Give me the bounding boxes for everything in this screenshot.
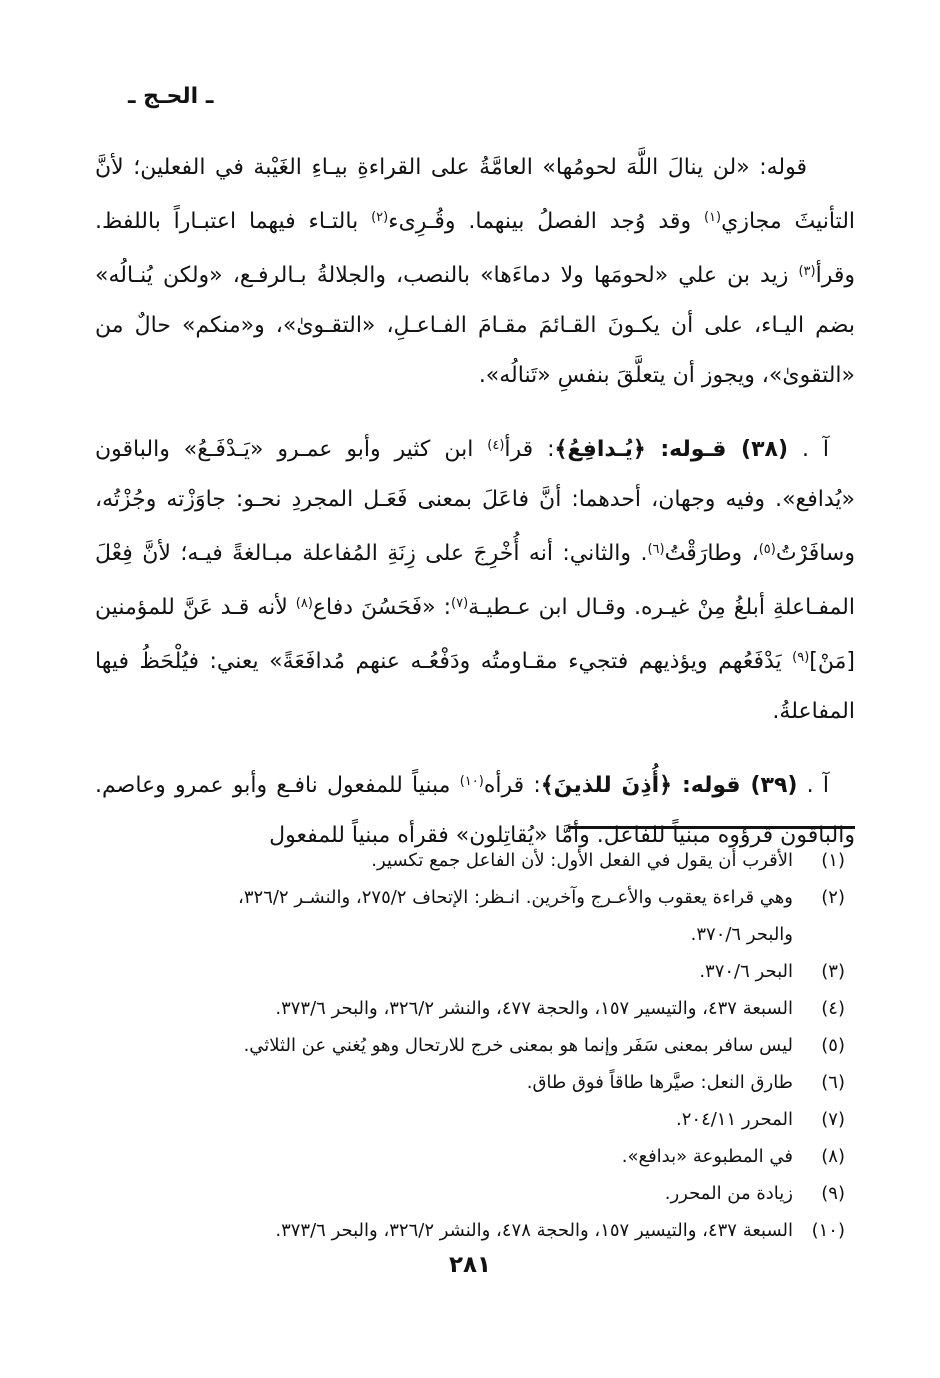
text-segment: يَدْفَعُهم ويؤذيهم فتجيء مقـاومتُه ودَفْعُـه عنهم مُدافَعَةً» يعني: فيُلْحَظُ فيها المفاعلةُ. [95,649,855,724]
paragraph [95,421,855,737]
footnote-ref: (٢) [371,210,389,225]
footnote [93,1175,845,1212]
footnote [93,842,845,879]
text-segment: بالتـاء فيهما اعتبـاراً باللفظ. وقرأ [95,209,855,288]
footnote-ref: (٧) [451,596,469,611]
footnote-ref: (٥) [758,542,776,557]
footnote-line: والبحر ٣٧٠/٦. [690,924,793,945]
footnote [93,990,845,1027]
footnote-number: (٥) [821,1035,845,1056]
text-segment: زيد بن علي «لحومَها ولا دماءَها» بالنصب، والجلالةُ بـالرفـع، «ولكن يُنـالُه» بضم اليـاء، على أن يكـونَ القـائمَ مقـامَ الفـاعـلِ، «التقـوىٰ»، و«منكم» حالٌ من «التقوىٰ»، ويجوز أن يتعلَّقَ بنفسِ «تَنالُه». [95,263,855,388]
text-segment: وقد وُجد الفصلُ بينهما. وقُـرِىء [388,209,704,234]
footnote-number: (٢) [821,887,845,908]
footnote-text [93,1064,793,1101]
surah-header: ـ الحـج ـ [128,84,214,109]
footnote-separator [568,826,855,829]
footnote-ref: (٤) [487,438,505,453]
footnote-text [93,953,793,990]
text-segment: : قرأه [483,773,541,798]
paragraph [95,143,855,401]
footnote-number: (٩) [821,1183,845,1204]
footnote-ref: (٨) [295,596,313,611]
footnote-number: (٧) [821,1109,845,1130]
footnotes [93,842,845,1249]
footnote-line: ليس سافر بمعنى سَفَر وإنما هو بمعنى خرج للارتحال وهو يُغني عن الثلاثي. [243,1035,793,1056]
footnote-ref: (١) [703,210,722,225]
page-number: ٢٨١ [448,1252,492,1278]
text-segment: : قرأ [504,437,555,462]
main-text [95,143,855,881]
footnote-line: في المطبوعة «بدافع». [621,1146,793,1167]
text-segment: قوله: «لن ينالَ اللَّهَ لحومُها» العامَّةُ على القراءةِ بيـاءِ الغَيْبة في الفعلين؛ لأنَّ التأنيثَ مجازي [95,155,856,234]
footnote-text [93,1212,793,1249]
footnote-text [93,1027,793,1064]
footnote-number: (١) [821,850,845,871]
footnote-number: (٨) [821,1146,845,1167]
footnote-text [93,1175,793,1212]
footnote-line: وهي قراءة يعقوب والأعـرج وآخرين. انـظر: الإتحاف ٢٧٥/٢، والنشـر ٣٢٦/٢، [238,887,793,908]
footnote-line: طارق النعل: صيَّرها طاقاً فوق طاق. [526,1072,793,1093]
footnote [93,953,845,990]
text-segment: (٣٩) قوله: ﴿أُذِنَ للذينَ﴾ [540,773,798,798]
footnote-line: زيادة من المحرر. [664,1183,793,1204]
footnote-text [93,879,793,953]
footnote [93,1064,845,1101]
footnote-line: المحرر ٢٠٤/١١. [676,1109,793,1130]
footnote-text [93,990,793,1027]
text-segment: آ . [788,437,829,462]
footnote-text [93,1101,793,1138]
footnote-line: السبعة ٤٣٧، والتيسير ١٥٧، والحجة ٤٧٨، والنشر ٣٢٦/٢، والبحر ٣٧٣/٦. [275,1220,793,1241]
text-segment: . والثاني: أنه أُخْرِجَ على زِنَةِ المُفاعلة مبـالغةً فيـه؛ لأنَّ فِعْلَ المفـاعلةِ أبلغُ مِنْ غيـره. وقـال ابن عـطيـة [95,541,855,620]
footnote-number: (٦) [821,1072,845,1093]
footnote [93,1101,845,1138]
footnote-number: (١٠) [811,1220,845,1241]
footnote-ref: (٦) [647,542,665,557]
text-segment: (٣٨) قـوله: ﴿يُـدافِعُ﴾ [554,437,789,462]
footnote-number: (٤) [821,998,845,1019]
footnote-number: (٣) [821,961,845,982]
text-segment: آ . [797,773,830,798]
text-segment: : «فَحَسُنَ دفاع [312,595,452,620]
footnote-text [93,842,793,879]
footnote-line: البحر ٣٧٠/٦. [699,961,793,982]
footnote [93,1138,845,1175]
text-segment: لأنه قـد عَنَّ للمؤمنين [مَنْ] [95,595,855,674]
footnote [93,1027,845,1064]
footnote-ref: (٩) [792,650,810,665]
text-segment: ابن كثير وأبو عمـرو «يَـدْفَـعُ» والباقون «يُدافع». وفيه وجهان، أحدهما: أنَّ فاعَلَ بمعنى فَعَـل المجردِ نحـو: جاوَزْته وجُزْتُه، وسافَرْتُ [95,437,855,566]
text-segment: مبنياً للمفعول نافـع وأبو عمرو وعاصم. والباقون قرؤوه مبنياً للفاعل. وأمَّا «يُقاتِلون» فقرأه مبنياً للمفعول [95,773,855,848]
footnote-text [93,1138,793,1175]
footnote-line: الأقرب أن يقول في الفعل الأول: لأن الفاعل جمع تكسير. [371,850,793,871]
footnote [93,879,845,953]
text-segment: ، وطارَقْتُ [664,541,759,566]
footnote-line: السبعة ٤٣٧، والتيسير ١٥٧، والحجة ٤٧٧، والنشر ٣٢٦/٢، والبحر ٣٧٣/٦. [275,998,793,1019]
footnote [93,1212,845,1249]
footnote-ref: (٣) [798,264,816,279]
footnote-ref: (١٠) [459,774,484,789]
